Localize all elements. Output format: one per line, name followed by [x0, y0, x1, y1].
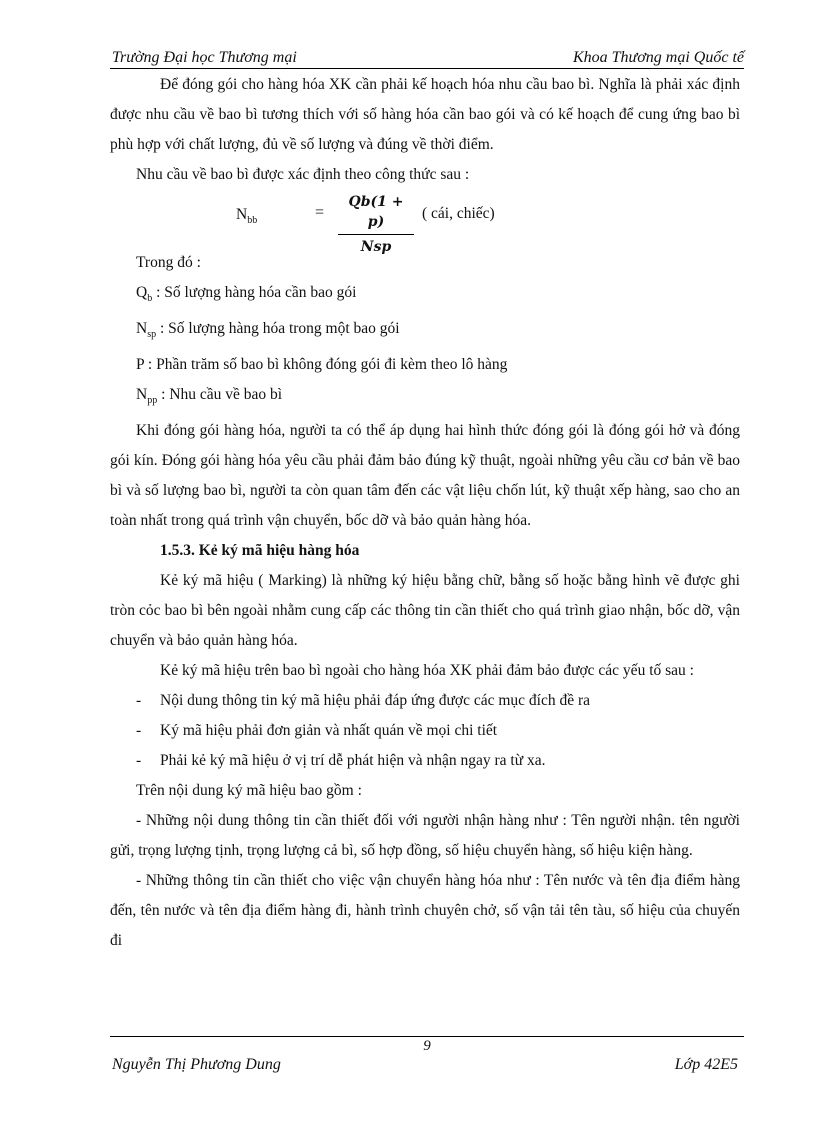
definition-item: $Q_b$ : Số lượng hàng hóa cần bao gói: [136, 284, 357, 305]
paragraph-packing-methods: Khi đóng gói hàng hóa, người ta có thể áp dụng hai hình thức đóng gói là đóng gói hở và đóng gói kín. Đóng gói hàng hóa yêu cầu phải đảm bảo đúng kỹ thuật, ngoài những yêu cầu cơ bản về bao bì và số lượng bao bì, người ta còn quan tâm đến các vật liệu chốn lút, kỹ thuật xếp hàng, sao cho an toàn nhất trong quá trình vận chuyển, bốc dỡ và bảo quản hàng hóa.: [110, 422, 740, 530]
paragraph-receiver-info: - Những nội dung thông tin cần thiết đối với người nhận hàng như : Tên người nhận. tên người gửi, trọng lượng tịnh, trọng lượng cả bì, số hợp đồng, số hiệu chuyển hàng, số hiệu kiện hàng.: [110, 812, 740, 860]
formula-unit: ( cái, chiếc): [422, 205, 495, 222]
definition-item: $N_{sp}$ : Số lượng hàng hóa trong một bao gói: [136, 320, 400, 341]
formula-numerator: Qb(1 + p): [338, 192, 414, 235]
header-faculty: Khoa Thương mại Quốc tế: [572, 49, 744, 66]
definition-item: P : Phần trăm số bao bì không đóng gói đi kèm theo lô hàng: [136, 356, 508, 374]
paragraph-marking-req: Kẻ ký mã hiệu trên bao bì ngoài cho hàng hóa XK phải đảm bảo được các yếu tố sau :: [160, 662, 694, 680]
paragraph-transport-info: - Những thông tin cần thiết cho việc vận chuyển hàng hóa như : Tên nước và tên địa điểm hàng đến, tên nước và tên địa điểm hàng đi, hành trình chuyên chở, số vận tải tên tàu, số hiệu của chuyến đi: [110, 872, 740, 950]
list-item: - Nội dung thông tin ký mã hiệu phải đáp ứng được các mục đích đề ra: [136, 692, 591, 710]
formula-denominator: Nsp: [360, 239, 392, 255]
definition-item: $N_{pp}$ : Nhu cầu về bao bì: [136, 386, 283, 407]
footer-divider: [110, 1036, 744, 1037]
paragraph-where: Trong đó :: [136, 254, 201, 271]
paragraph-marking-def: Kẻ ký mã hiệu ( Marking) là những ký hiệu bằng chữ, bằng số hoặc bằng hình vẽ được ghi tròn cỏc bao bì bên ngoài nhằm cung cấp các thông tin cần thiết cho quá trình giao nhận, bốc dỡ, vận chuyển và bảo quản hàng hóa.: [110, 572, 740, 650]
page-number: 9: [423, 1038, 431, 1054]
formula-lhs: $N_{bb}$: [236, 206, 258, 227]
packaging-formula: [110, 192, 740, 255]
page-footer: [112, 1056, 738, 1074]
page-body: [110, 70, 740, 956]
footer-class: Lớp 42E5: [674, 1056, 738, 1073]
footer-author: Nguyễn Thị Phương Dung: [112, 1056, 281, 1073]
paragraph-formula-intro: Nhu cầu về bao bì được xác định theo công thức sau :: [136, 166, 470, 183]
header-school: Trường Đại học Thương mại: [112, 49, 297, 66]
formula-equals: =: [315, 204, 325, 221]
paragraph-packaging-plan: Để đóng gói cho hàng hóa XK cần phải kế hoạch hóa nhu cầu bao bì. Nghĩa là phải xác định được nhu cầu về bao bì tương thích với số hàng hóa cần bao gói và có kế hoạch để cung ứng bao bì phù hợp với chất lượng, đủ về số lượng và đúng về thời điểm.: [110, 76, 740, 153]
section-heading: 1.5.3. Kẻ ký mã hiệu hàng hóa: [160, 542, 360, 560]
page-header: [112, 48, 744, 68]
paragraph-marking-content: Trên nội dung ký mã hiệu bao gồm :: [136, 782, 362, 800]
list-item: - Phải kẻ ký mã hiệu ở vị trí dễ phát hiện và nhận ngay ra từ xa.: [136, 752, 546, 770]
list-item: - Ký mã hiệu phải đơn giản và nhất quán về mọi chi tiết: [136, 722, 498, 740]
header-divider: [110, 68, 744, 69]
formula-fraction: [338, 192, 414, 257]
